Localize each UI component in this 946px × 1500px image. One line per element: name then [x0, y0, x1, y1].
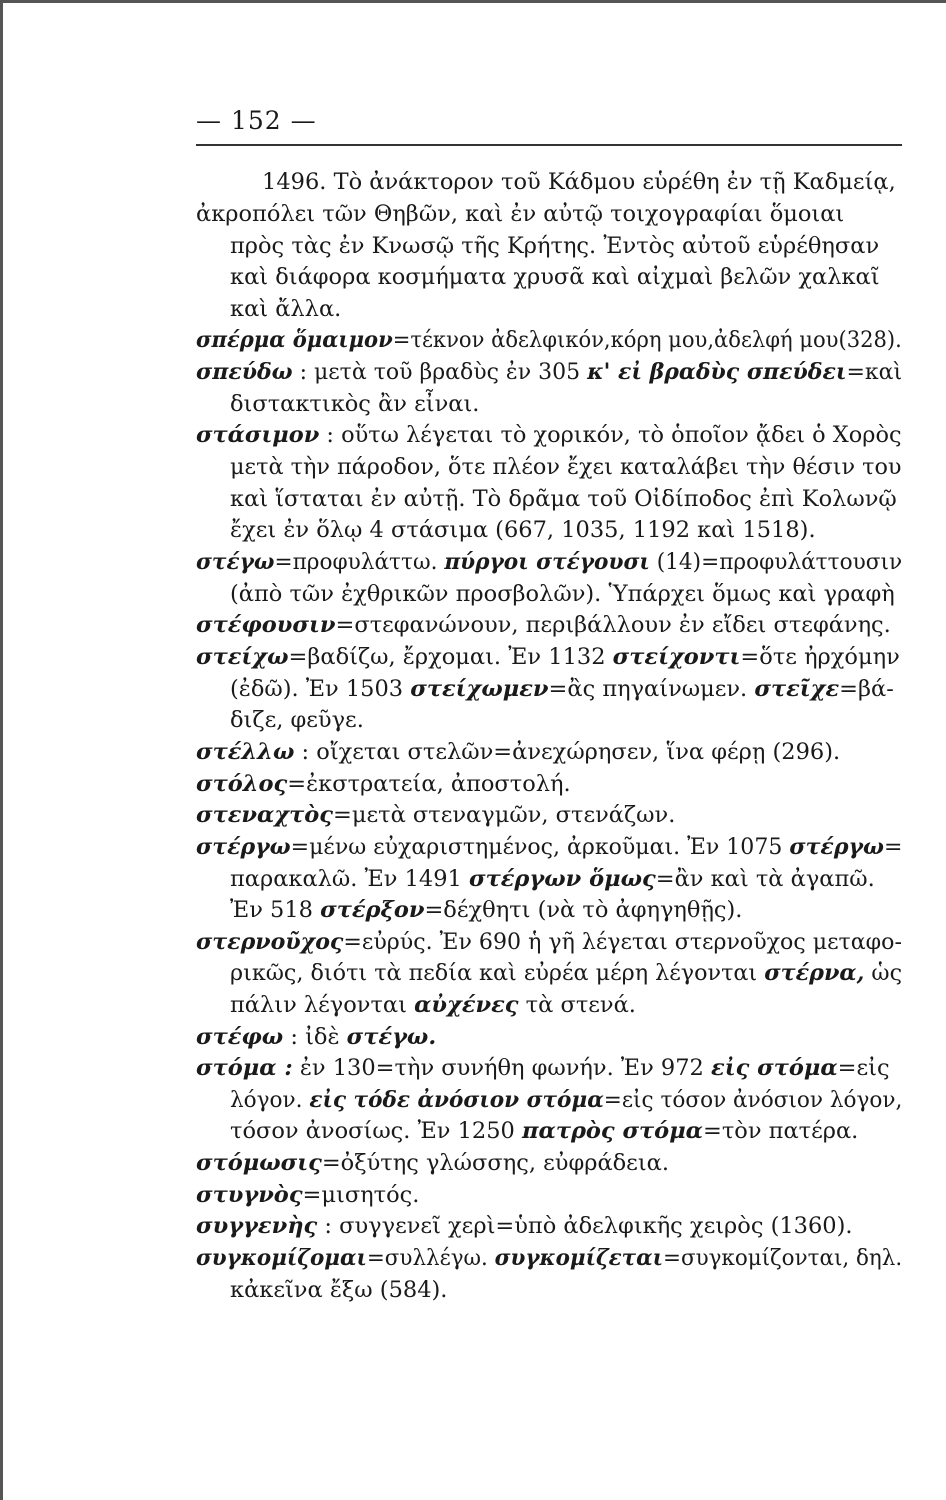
line-text: =ἂν καὶ τὰ ἀγαπῶ.: [655, 866, 875, 892]
text-line: [230, 519, 816, 542]
text-line: [230, 1089, 902, 1112]
text-line: [230, 678, 894, 701]
line-text: =προφυλάττω.: [274, 549, 445, 575]
headword: συγγενὴς: [196, 1213, 318, 1239]
text-line: [196, 1215, 853, 1238]
headword: στείχοντι: [612, 644, 741, 670]
headword: στέγω: [196, 549, 275, 575]
line-text: : ἰδὲ: [283, 1024, 347, 1050]
text-line: [230, 235, 879, 258]
text-line: [230, 1120, 858, 1143]
line-text: : οὕτω λέγεται τὸ χορικόν, τὸ ὁποῖον ᾄδει ὁ Χορὸς: [319, 422, 902, 448]
line-text: =εἰς τόσον ἀνόσιον λόγον,: [603, 1087, 903, 1113]
headword: στέργω: [789, 834, 885, 860]
headword: στείχωμεν: [410, 676, 549, 702]
text-line: [196, 1247, 902, 1270]
text-line: [196, 1057, 890, 1080]
text-line: [230, 393, 479, 416]
line-text: =: [884, 834, 903, 860]
text-line: [230, 266, 880, 289]
page-edge-left: [0, 0, 3, 1500]
line-text: : μετὰ τοῦ βραδὺς ἐν 305: [292, 359, 588, 385]
line-text: πρὸς τὰς ἐν Κνωσῷ τῆς Κρήτης. Ἐντὸς αὐτοῦ εὑρέθησαν: [230, 233, 880, 259]
line-text: =συγκομίζονται, δηλ.: [662, 1245, 903, 1271]
line-text: =καὶ: [846, 359, 903, 385]
line-text: διζε, φεῦγε.: [230, 707, 364, 733]
line-text: καὶ ἄλλα.: [230, 296, 342, 322]
headword: στερνοῦχος: [196, 929, 344, 955]
line-text: =μένω εὐχαριστημένος, ἀρκοῦμαι. Ἐν 1075: [290, 834, 790, 860]
headword: στόμωσις: [196, 1150, 322, 1176]
text-line: [230, 962, 902, 985]
text-line: [230, 709, 364, 732]
headword: πύργοι στέγουσι: [444, 549, 650, 575]
line-text: =εὐρύς. Ἐν 690 ἡ γῆ λέγεται στερνοῦχος μεταφο-: [343, 929, 902, 955]
text-line: [196, 1184, 419, 1207]
line-text: =ἂς πηγαίνωμεν.: [548, 676, 755, 702]
headword: στέλλω: [196, 739, 295, 765]
text-line: [262, 171, 896, 194]
headword: σπεύδω: [196, 359, 293, 385]
text-line: [230, 1279, 447, 1302]
line-text: =δέχθητι (νὰ τὸ ἀφηγηθῇς).: [424, 897, 743, 923]
text-line: [196, 773, 571, 796]
headword: στέφω: [196, 1024, 284, 1050]
line-text: =τὸν πατέρα.: [702, 1118, 859, 1144]
line-text: =βά-: [839, 676, 894, 702]
line-text: =ὀξύτης γλώσσης, εὐφράδεια.: [321, 1150, 670, 1176]
page-number-header: — 152 —: [196, 106, 317, 135]
headword: στόμα :: [196, 1055, 293, 1081]
text-line: [196, 741, 840, 764]
line-text: παρακαλῶ. Ἐν 1491: [230, 866, 470, 892]
text-line: [230, 456, 902, 479]
text-line: [196, 646, 900, 669]
headword: στυγνὸς: [196, 1182, 303, 1208]
text-line: [196, 836, 902, 859]
line-text: διστακτικὸς ἂν εἶναι.: [230, 391, 480, 417]
line-text: ἀκροπόλει τῶν Θηβῶν, καὶ ἐν αὐτῷ τοιχογραφίαι ὅμοιαι: [196, 201, 845, 227]
text-line: [196, 361, 902, 384]
text-line: [230, 583, 895, 606]
headword: στέργω: [196, 834, 291, 860]
headword: κ' εἰ βραδὺς σπεύδει: [587, 359, 847, 385]
line-text: =ἐκστρατεία, ἀποστολή.: [287, 771, 571, 797]
text-line: [196, 329, 902, 352]
headword: στεῖχε: [754, 676, 840, 702]
line-text: τόσον ἀνοσίως. Ἐν 1250: [230, 1118, 523, 1144]
line-text: καὶ διάφορα κοσμήματα χρυσᾶ καὶ αἰχμαὶ βελῶν χαλκαῖ: [230, 264, 880, 290]
text-line: [196, 551, 902, 574]
text-line: [196, 804, 675, 827]
line-text: =μισητός.: [302, 1182, 420, 1208]
headword: στεναχτὸς: [196, 802, 333, 828]
line-text: μετὰ τὴν πάροδον, ὅτε πλέον ἔχει καταλάβει τὴν θέσιν του: [230, 454, 902, 480]
line-text: Ἐν 518: [230, 897, 321, 923]
text-line: [230, 488, 897, 511]
headword: στέγω.: [346, 1024, 437, 1050]
page-edge-top: [0, 0, 946, 3]
headword: αὐχένες: [414, 992, 519, 1018]
text-line: [196, 424, 902, 447]
headword: στάσιμον: [196, 422, 320, 448]
text-line: [196, 1026, 436, 1049]
line-text: καὶ ἵσταται ἐν αὐτῇ. Τὸ δρᾶμα τοῦ Οἰδίποδος ἐπὶ Κολωνῷ: [230, 486, 897, 512]
line-text: ὡς: [864, 960, 903, 986]
line-text: =τέκνον ἀδελφικόν,κόρη μου,ἀδελφή μου(328).: [392, 327, 902, 353]
line-text: ἔχει ἐν ὅλῳ 4 στάσιμα (667, 1035, 1192 καὶ 1518).: [230, 517, 816, 543]
headword: εἰς στόμα: [711, 1055, 838, 1081]
line-text: λόγον.: [230, 1087, 310, 1113]
header-rule: [196, 144, 902, 146]
line-text: ἐν 130=τὴν συνήθη φωνήν. Ἐν 972: [292, 1055, 712, 1081]
text-line: [196, 203, 844, 226]
line-text: (ἀπὸ τῶν ἐχθρικῶν προσβολῶν). Ὑπάρχει ὅμως καὶ γραφὴ: [230, 581, 895, 607]
line-text: κἀκεῖνα ἔξω (584).: [230, 1277, 448, 1303]
text-line: [230, 298, 341, 321]
headword: στέργων ὅμως: [469, 866, 656, 892]
headword: σπέρμα ὅμαιμον: [196, 327, 393, 353]
headword: πατρὸς στόμα: [522, 1118, 703, 1144]
headword: συγκομίζομαι: [196, 1245, 367, 1271]
line-text: : συγγενεῖ χερὶ=ὑπὸ ἀδελφικῆς χειρὸς (1360).: [317, 1213, 853, 1239]
line-text: (14)=προφυλάττουσιν: [649, 549, 903, 575]
line-text: =μετὰ στεναγμῶν, στενάζων.: [332, 802, 676, 828]
text-line: [230, 994, 636, 1017]
line-text: τὰ στενά.: [518, 992, 636, 1018]
line-text: : οἴχεται στελῶν=ἀνεχώρησεν, ἵνα φέρῃ (296).: [294, 739, 841, 765]
line-text: =βαδίζω, ἔρχομαι. Ἐν 1132: [288, 644, 613, 670]
headword: συγκομίζεται: [494, 1245, 663, 1271]
line-text: πάλιν λέγονται: [230, 992, 415, 1018]
line-text: ρικῶς, διότι τὰ πεδία καὶ εὐρέα μέρη λέγονται: [230, 960, 765, 986]
headword: στέφουσιν: [196, 612, 336, 638]
line-text: =ὅτε ἠρχόμην: [740, 644, 900, 670]
line-text: =συλλέγω.: [366, 1245, 495, 1271]
headword: στείχω: [196, 644, 289, 670]
headword: στέρνα,: [764, 960, 865, 986]
text-line: [196, 1152, 669, 1175]
text-line: [230, 868, 875, 891]
line-text: (ἐδῶ). Ἐν 1503: [230, 676, 411, 702]
headword: στέρξον: [320, 897, 425, 923]
line-text: =εἰς: [837, 1055, 890, 1081]
line-text: 1496. Τὸ ἀνάκτορον τοῦ Κάδμου εὑρέθη ἐν τῇ Καδμείᾳ,: [262, 169, 896, 195]
text-line: [230, 899, 742, 922]
text-line: [196, 931, 902, 954]
headword: εἰς τόδε ἀνόσιον στόμα: [309, 1087, 604, 1113]
text-line: [196, 614, 891, 637]
headword: στόλος: [196, 771, 288, 797]
line-text: =στεφανώνουν, περιβάλλουν ἐν εἴδει στεφάνης.: [335, 612, 891, 638]
